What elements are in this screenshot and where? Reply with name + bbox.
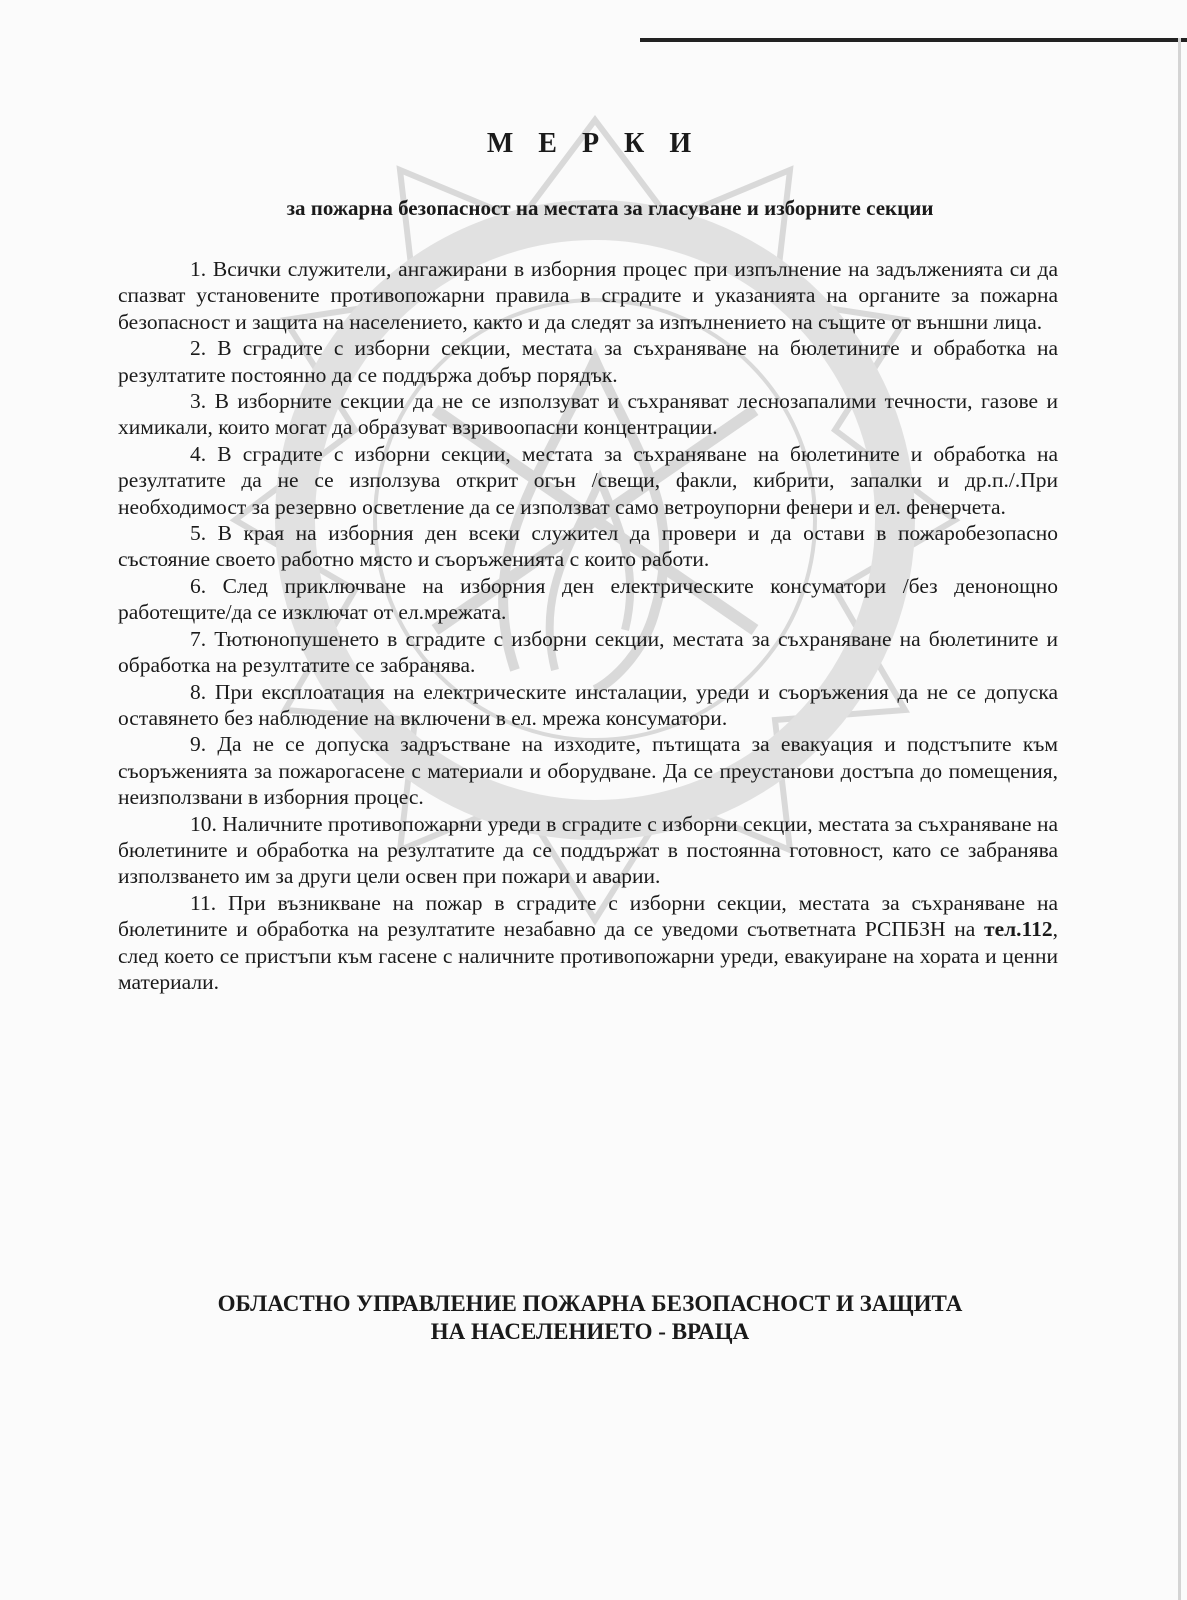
measure-item-5: 5. В края на изборния ден всеки служител да провери и да остави в пожаробезопасно състояние своето работно място и съоръженията с които работи. xyxy=(118,521,1058,572)
measure-item-7: 7. Тютюнопушенето в сградите с изборни секции, местата за съхраняване на бюлетините и обработка на резултатите се забранява. xyxy=(118,626,1058,678)
measure-item-9: 9. Да не се допуска задръстване на изходите, пътищата за евакуация и подстъпите към съоръженията за пожарогасене с материали и оборудване. Да се преустанови достъпа до помещения, неизползвани в изборния процес. xyxy=(118,732,1058,810)
issuing-authority-line-2: НА НАСЕЛЕНИЕТО - ВРАЦА xyxy=(430,1319,750,1344)
emergency-phone-number: тел.112 xyxy=(984,917,1053,942)
measure-item-3: 3. В изборните секции да не се използуват и съхраняват леснозапалими течности, газове и химикали, които могат да образуват взривоопасни концентрации. xyxy=(118,389,1058,440)
measure-item-2: 2. В сградите с изборни секции, местата за съхраняване на бюлетините и обработка на резултатите постоянно да се поддържа добър порядък. xyxy=(118,336,1058,387)
document-subtitle: за пожарна безопасност на местата за гласуване и изборните секции xyxy=(286,196,934,220)
measure-item-8: 8. При експлоатация на електрическите инсталации, уреди и съоръжения да не се допуска оставянето без наблюдение на включени в ел. мрежа консуматори. xyxy=(118,679,1058,730)
measure-item-11-text-after: , след което се пристъпи към гасене с наличните противопожарни уреди, евакуиране на хората и ценни материали. xyxy=(118,917,1058,994)
measure-item-11-text-before: 11. При възникване на пожар в сградите с изборни секции, местата за съхраняване на бюлетините и обработка на резултатите незабавно да се уведоми съответната РСПБЗН на xyxy=(118,890,1058,942)
issuing-authority-line-1: ОБЛАСТНО УПРАВЛЕНИЕ ПОЖАРНА БЕЗОПАСНОСТ И ЗАЩИТА xyxy=(217,1291,963,1316)
scan-edge-top xyxy=(640,38,1187,42)
scan-edge-right xyxy=(1178,38,1181,1600)
measure-item-4: 4. В сградите с изборни секции, местата за съхраняване на бюлетините и обработка на резултатите да не се използува открит огън /свещи, факли, кибрити, запалки и др.п./.При необходимост за резервно осветление да се използват само ветроупорни фенери и ел. фенерчета. xyxy=(118,441,1058,519)
measure-item-10: 10. Наличните противопожарни уреди в сградите с изборни секции, местата за съхраняване на бюлетините и обработка на резултатите да се поддържат в постоянна готовност, като се забранява използването им за други цели освен при пожари и аварии. xyxy=(118,811,1058,889)
measure-item-11 xyxy=(118,890,1058,996)
measure-item-6: 6. След приключване на изборния ден електрическите консуматори /без денонощно работещите/да се изключат от ел.мрежата. xyxy=(118,573,1058,625)
measure-item-1: 1. Всички служители, ангажирани в изборния процес при изпълнение на задълженията си да спазват установените противопожарни правила в сградите и указанията на органите за пожарна безопасност и защита на населението, както и да следят за изпълнението на същите от външни лица. xyxy=(118,257,1058,334)
issuing-authority xyxy=(110,1290,1070,1346)
measures-list xyxy=(118,256,1058,995)
document-title: М Е Р К И xyxy=(486,128,701,159)
